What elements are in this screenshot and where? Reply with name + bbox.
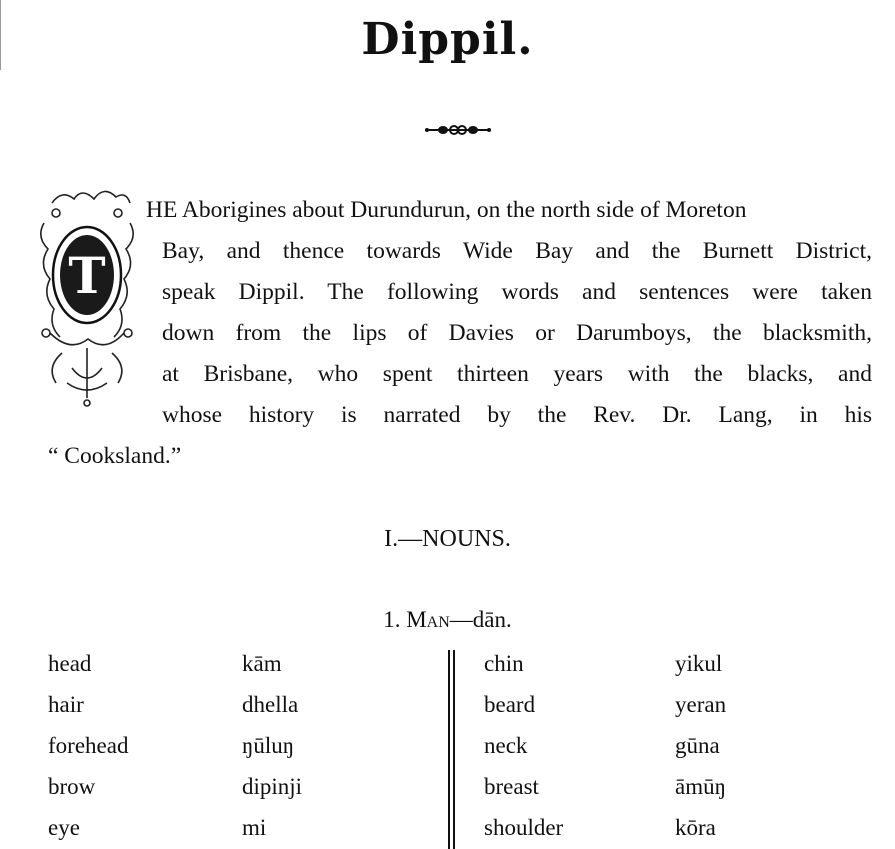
vocab-native: mi (242, 815, 267, 840)
column-divider (448, 650, 450, 849)
vocab-english: neck (484, 733, 528, 758)
vocab-english: beard (484, 692, 536, 717)
decorative-ornament-icon (423, 122, 493, 138)
vocab-native: dhella (242, 692, 299, 717)
vocab-native: ŋūluŋ (242, 733, 295, 758)
vocab-native: yikul (675, 651, 723, 676)
section-heading: I.—NOUNS. (384, 526, 511, 552)
vocab-english: breast (484, 774, 539, 799)
paragraph-line-2: Bay, and thence towards Wide Bay and the Burnett District, (162, 238, 872, 264)
paragraph-line-7: “ Cooksland.” (48, 443, 182, 469)
vocab-english: brow (48, 774, 96, 799)
page-title: Dippil. (361, 14, 534, 65)
vocab-english: hair (48, 692, 84, 717)
vocab-english: shoulder (484, 815, 564, 840)
vocab-native: kām (242, 651, 282, 676)
vocab-native: dipinji (242, 774, 303, 799)
column-divider (453, 650, 455, 849)
subsection-native: —dān. (449, 607, 512, 632)
vocab-english: head (48, 651, 92, 676)
vocab-english: chin (484, 651, 524, 676)
subsection-label: Man (406, 607, 450, 632)
drop-cap-letter: T (68, 246, 106, 305)
subsection-heading (0, 607, 895, 633)
vocab-english: forehead (48, 733, 129, 758)
paragraph-line-6: whose history is narrated by the Rev. Dr. Lang, in his (162, 402, 872, 428)
vocab-english: eye (48, 815, 80, 840)
ornate-drop-cap-icon (32, 183, 142, 415)
paragraph-line-1: HE Aborigines about Durundurun, on the north side of Moreton (146, 197, 747, 223)
paragraph-line-3: speak Dippil. The following words and sentences were taken (162, 279, 872, 305)
paragraph-line-5: at Brisbane, who spent thirteen years with the blacks, and (162, 361, 872, 387)
vocab-native: āmūŋ (675, 774, 726, 799)
vocab-native: kōra (675, 815, 716, 840)
vocab-native: gūna (675, 733, 720, 758)
subsection-number: 1. (383, 607, 401, 632)
paragraph-line-4: down from the lips of Davies or Darumboys, the blacksmith, (162, 320, 872, 346)
vocab-native: yeran (675, 692, 727, 717)
